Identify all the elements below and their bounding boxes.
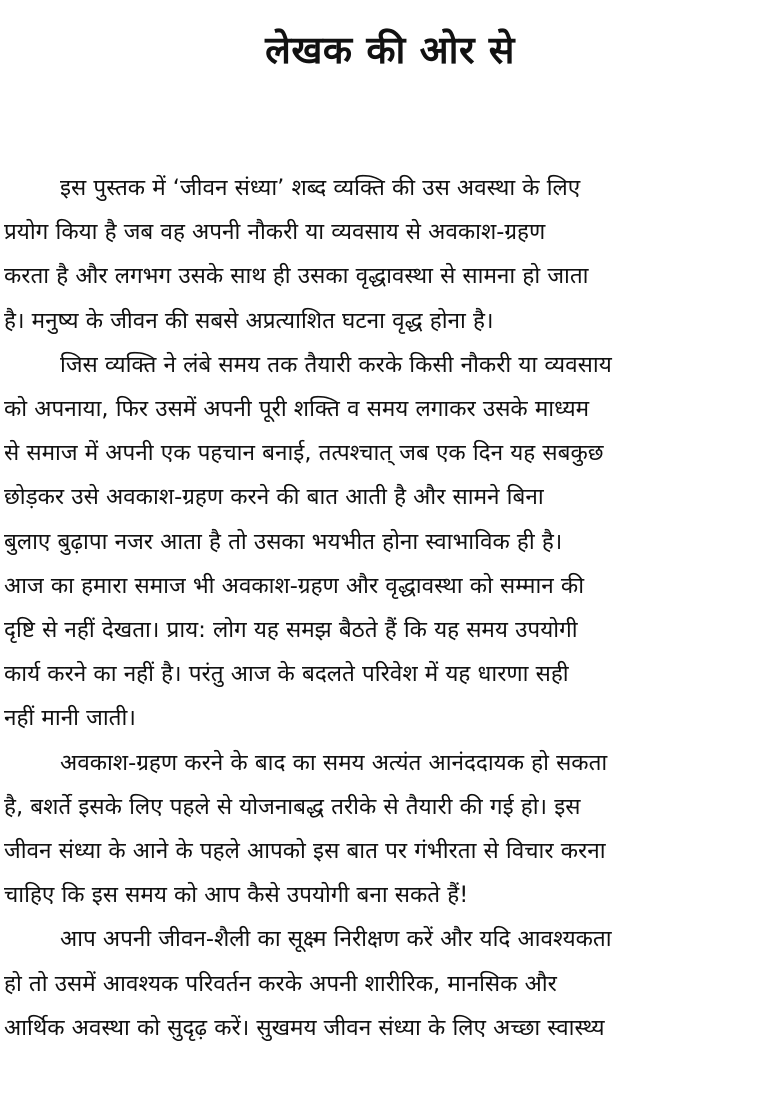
paragraph-2 (4, 343, 776, 741)
text-line: चाहिए कि इस समय को आप कैसे उपयोगी बना सकते हैं! (4, 882, 469, 909)
text-line: प्रयोग किया है जब वह अपनी नौकरी या व्यवसाय से अवकाश-ग्रहण (4, 219, 546, 246)
paragraph-3 (4, 741, 776, 918)
text-line: आर्थिक अवस्था को सुदृढ़ करें। सुखमय जीवन संध्या के लिए अच्छा स्वास्थ्य (4, 1014, 605, 1041)
paragraph-4 (4, 917, 776, 1050)
text-line: छोड़कर उसे अवकाश-ग्रहण करने की बात आती है और सामने बिना (4, 484, 544, 511)
text-line: इस पुस्तक में ‘जीवन संध्या’ शब्द व्यक्ति की उस अवस्था के लिए (60, 175, 581, 201)
paragraph-1 (4, 166, 776, 343)
text-line: हो तो उसमें आवश्यक परिवर्तन करके अपनी शारीरिक, मानसिक और (4, 970, 557, 997)
text-line: है। मनुष्य के जीवन की सबसे अप्रत्याशित घटना वृद्ध होना है। (4, 307, 494, 334)
text-line: कार्य करने का नहीं है। परंतु आज के बदलते परिवेश में यह धारणा सही (4, 661, 569, 688)
text-line: नहीं मानी जाती। (4, 705, 136, 732)
body-text (4, 166, 776, 1050)
text-line: जिस व्यक्ति ने लंबे समय तक तैयारी करके किसी नौकरी या व्यवसाय (60, 351, 612, 378)
text-line: है, बशर्ते इसके लिए पहले से योजनाबद्ध तरीके से तैयारी की गई हो। इस (4, 793, 581, 820)
text-line: करता है और लगभग उसके साथ ही उसका वृद्धावस्था से सामना हो जाता (4, 263, 589, 290)
text-line: बुलाए बुढ़ापा नजर आता है तो उसका भयभीत होना स्वाभाविक ही है। (4, 528, 563, 555)
text-line: आप अपनी जीवन-शैली का सूक्ष्म निरीक्षण करें और यदि आवश्यकता (60, 926, 612, 953)
page-title: लेखक की ओर से (265, 28, 515, 72)
text-line: दृष्टि से नहीं देखता। प्राय: लोग यह समझ बैठते हैं कि यह समय उपयोगी (4, 617, 578, 644)
text-line: अवकाश-ग्रहण करने के बाद का समय अत्यंत आनंददायक हो सकता (60, 749, 608, 776)
text-line: से समाज में अपनी एक पहचान बनाई, तत्पश्चात् जब एक दिन यह सबकुछ (4, 440, 604, 467)
text-line: आज का हमारा समाज भी अवकाश-ग्रहण और वृद्धावस्था को सम्मान की (4, 572, 585, 599)
text-line: को अपनाया, फिर उसमें अपनी पूरी शक्ति व समय लगाकर उसके माध्यम (4, 396, 590, 423)
text-line: जीवन संध्या के आने के पहले आपको इस बात पर गंभीरता से विचार करना (4, 838, 606, 865)
